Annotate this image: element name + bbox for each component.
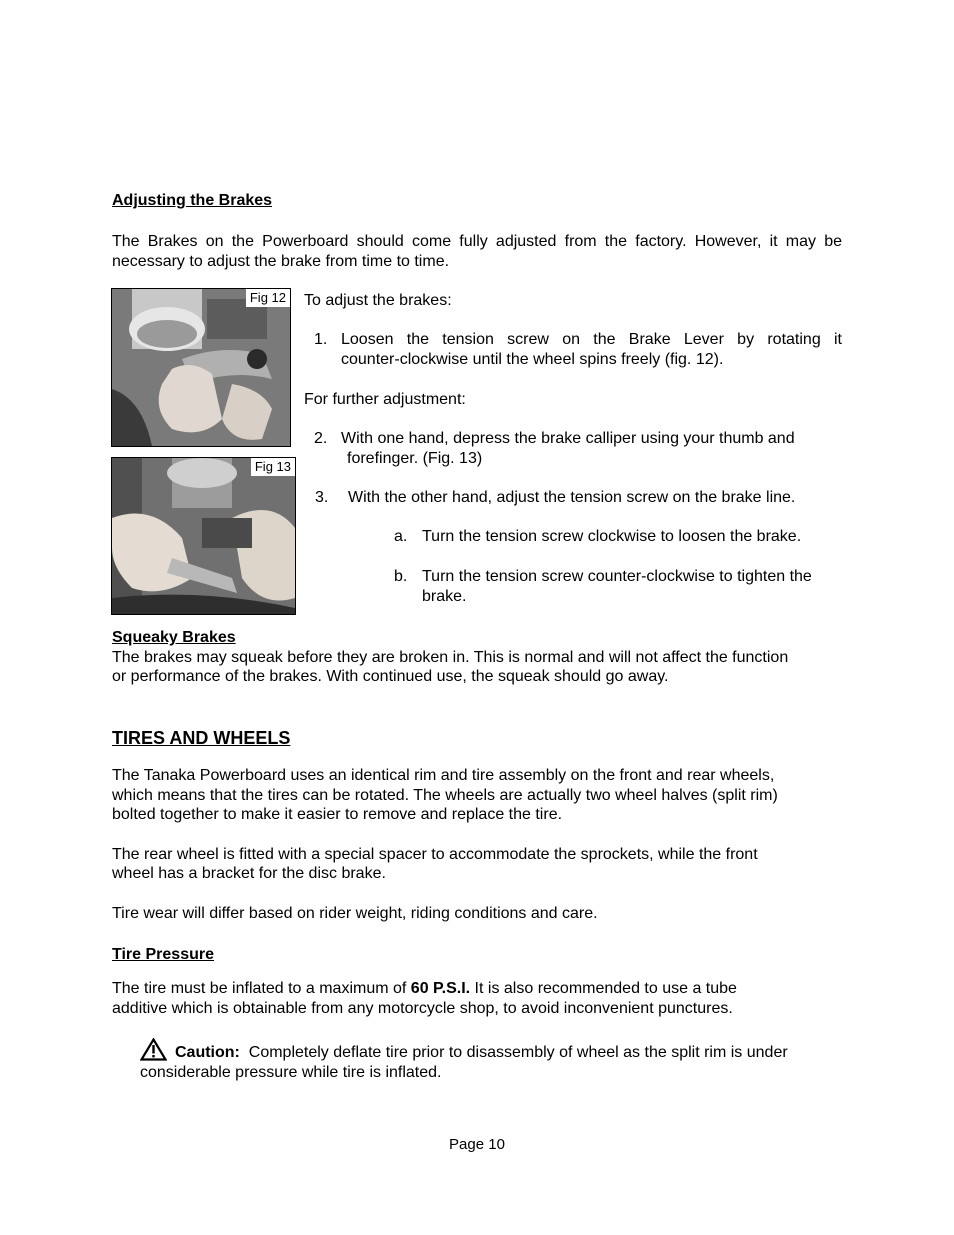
to-adjust-text: To adjust the brakes: [304, 292, 452, 309]
figure-12-label: Fig 12 [246, 289, 290, 307]
tires-p2-line2: wheel has a bracket for the disc brake. [112, 865, 386, 882]
brakes-intro-line2: necessary to adjust the brake from time to time. [112, 253, 450, 270]
substep-b-line1: Turn the tension screw counter-clockwise to tighten the [422, 568, 812, 585]
section-heading-squeaky-brakes: Squeaky Brakes [112, 629, 236, 646]
page-number: Page 10 [449, 1136, 505, 1153]
step-3-line1: With the other hand, adjust the tension screw on the brake line. [348, 489, 796, 506]
further-adjustment-text: For further adjustment: [304, 391, 466, 408]
step-2-number: 2. [314, 430, 328, 447]
step-2-line2: forefinger. (Fig. 13) [347, 450, 483, 467]
caution-line2: considerable pressure while tire is inflated. [140, 1064, 442, 1081]
substep-a-letter: a. [394, 528, 408, 545]
pressure-line1-pre: The tire must be inflated to a maximum of [112, 980, 411, 997]
step-1-line2: counter-clockwise until the wheel spins freely (fig. 12). [341, 351, 724, 368]
tires-p1-line2: which means that the tires can be rotated. The wheels are actually two wheel halves (split rim) [112, 787, 778, 804]
substep-b-line2: brake. [422, 588, 467, 605]
step-1-number: 1. [314, 331, 328, 348]
tires-p2-line1: The rear wheel is fitted with a special spacer to accommodate the sprockets, while the front [112, 846, 758, 863]
pressure-line1-post: It is also recommended to use a tube [470, 980, 737, 997]
step-3-number: 3. [315, 489, 329, 506]
substep-a-line1: Turn the tension screw clockwise to loosen the brake. [422, 528, 802, 545]
tires-p1-line1: The Tanaka Powerboard uses an identical rim and tire assembly on the front and rear wheels, [112, 767, 775, 784]
section-heading-tire-pressure: Tire Pressure [112, 946, 214, 963]
pressure-max-value: 60 P.S.I. [410, 980, 471, 997]
caution-line1-text: Completely deflate tire prior to disassembly of wheel as the split rim is under [239, 1044, 788, 1061]
caution-label: Caution: [175, 1044, 240, 1061]
brakes-intro-line1: The Brakes on the Powerboard should come fully adjusted from the factory. However, it may be [112, 233, 842, 250]
tires-p3-line1: Tire wear will differ based on rider weight, riding conditions and care. [112, 905, 598, 922]
section-heading-adjusting-brakes: Adjusting the Brakes [112, 192, 273, 209]
caution-line1 [175, 1043, 788, 1063]
figure-12-image [111, 288, 291, 447]
figure-13-image [111, 457, 296, 615]
squeaky-line1: The brakes may squeak before they are broken in. This is normal and will not affect the function [112, 649, 789, 666]
pressure-line1 [112, 979, 737, 999]
substep-b-letter: b. [394, 568, 408, 585]
figure-13-label: Fig 13 [251, 458, 295, 476]
warning-triangle-icon [140, 1038, 167, 1066]
step-2-line1: With one hand, depress the brake calliper using your thumb and [341, 430, 795, 447]
squeaky-line2: or performance of the brakes. With continued use, the squeak should go away. [112, 668, 669, 685]
section-heading-tires-wheels: TIRES AND WHEELS [112, 728, 291, 748]
tires-p1-line3: bolted together to make it easier to remove and replace the tire. [112, 806, 563, 823]
step-1-line1: Loosen the tension screw on the Brake Lever by rotating it [341, 331, 842, 348]
figure-13-photo [112, 458, 295, 614]
pressure-line2: additive which is obtainable from any motorcycle shop, to avoid inconvenient punctures. [112, 1000, 733, 1017]
figure-12-photo [112, 289, 290, 446]
